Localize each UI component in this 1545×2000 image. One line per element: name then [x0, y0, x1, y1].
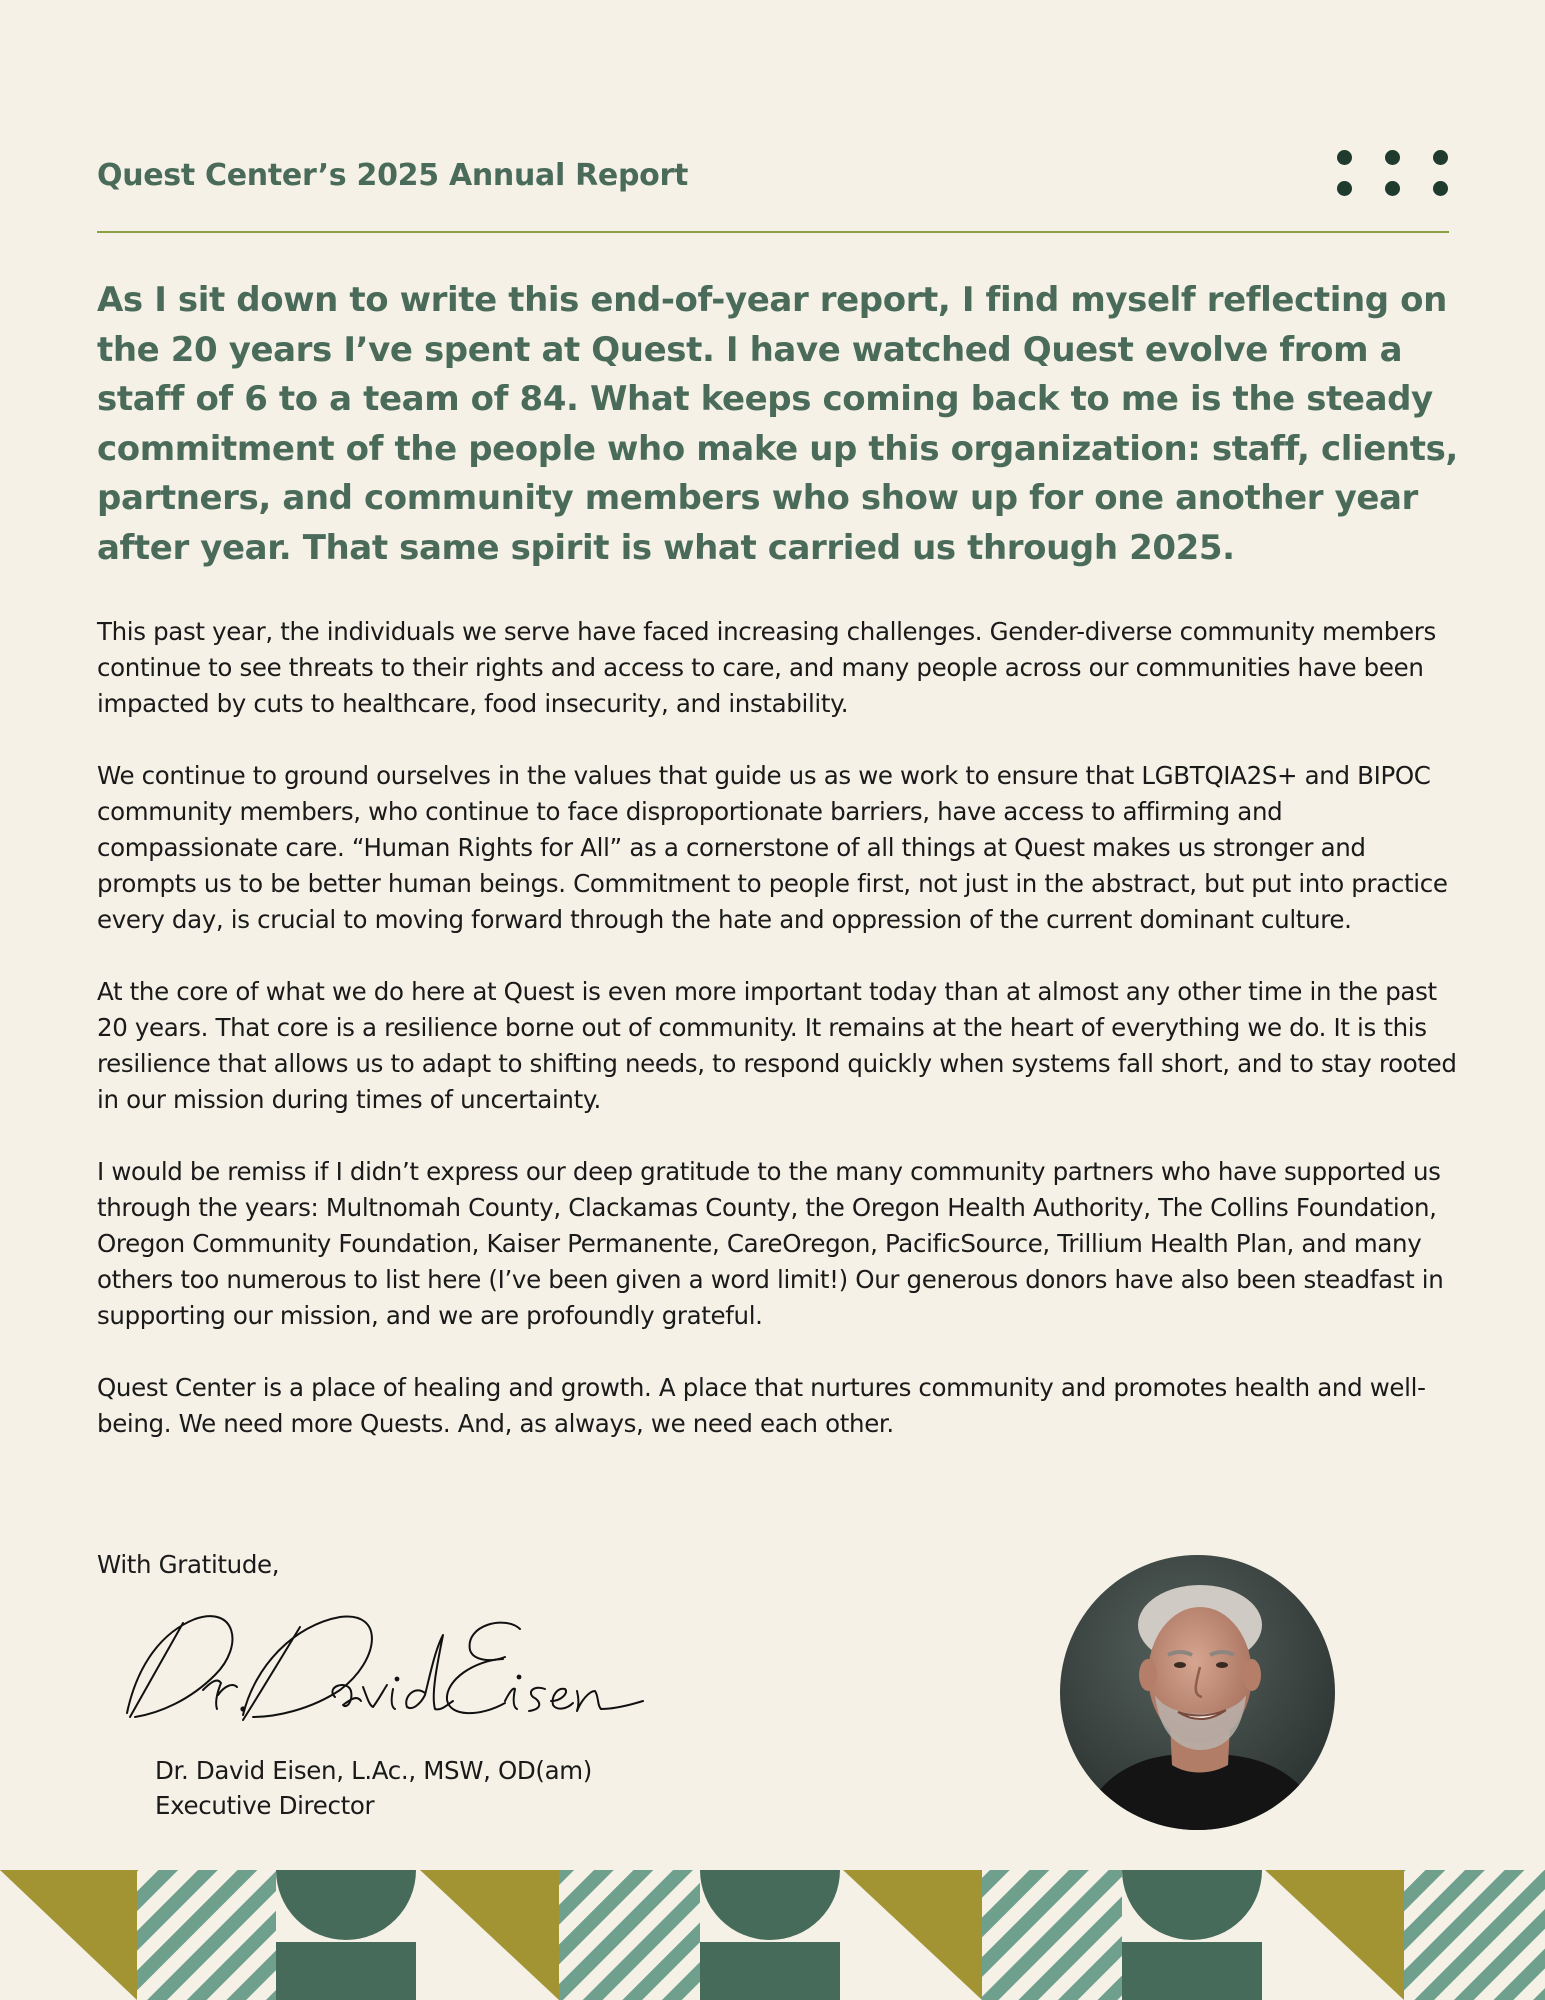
- header-divider: [97, 231, 1449, 233]
- lede-paragraph: As I sit down to write this end-of-year report, I find myself reflecting on the 20 years I’ve spent at Quest. I have watched Quest evolve from a staff of 6 to a team of 84. What keeps coming back to me is the steady commitment of the people who make up this organization: staff, clients, partners, and community members who show up for one another year after year. That same spirit is what carried us through 2025.: [97, 280, 1458, 568]
- dots-grid-icon: [1337, 150, 1449, 200]
- body-paragraph: This past year, the individuals we serve have faced increasing challenges. Gender-diverse community members continue to see threats to their rights and access to care, and many people across our communities have been impacted by cuts to healthcare, food insecurity, and instability.: [97, 617, 1436, 718]
- handwritten-signature: [125, 1605, 645, 1730]
- body-paragraph: At the core of what we do here at Quest is even more important today than at almost any other time in the past 20 years. That core is a resilience borne out of community. It remains at the heart of everything we do. It is this resilience that allows us to adapt to shifting needs, to respond quickly when systems fall short, and to stay rooted in our mission during times of uncertainty.: [97, 977, 1457, 1114]
- geometric-footer-pattern: [0, 1870, 1545, 2000]
- closing-salutation: With Gratitude,: [97, 1550, 280, 1579]
- body-paragraph: We continue to ground ourselves in the values that guide us as we work to ensure that LGBTQIA2S+ and BIPOC community members, who continue to face disproportionate barriers, have access to affirming and compassionate care. “Human Rights for All” as a cornerstone of all things at Quest makes us stronger and prompts us to be better human beings. Commitment to people first, not just in the abstract, but put into practice every day, is crucial to moving forward through the hate and oppression of the current dominant culture.: [97, 761, 1448, 934]
- letter-body: [97, 614, 1467, 1478]
- signatory-block: [155, 1753, 592, 1823]
- director-photo: [1060, 1555, 1335, 1830]
- report-header: [97, 150, 1449, 234]
- report-title: Quest Center’s 2025 Annual Report: [97, 158, 688, 193]
- signatory-name: Dr. David Eisen, L.Ac., MSW, OD(am): [155, 1756, 593, 1785]
- body-paragraph: I would be remiss if I didn’t express our deep gratitude to the many community partners who have supported us through the years: Multnomah County, Clackamas County, the Oregon Health Authority, The Collins Foundation, Oregon Community Foundation, Kaiser Permanente, CareOregon, PacificSource, Trillium Health Plan, and many others too numerous to list here (I’ve been given a word limit!) Our generous donors have also been steadfast in supporting our mission, and we are profoundly grateful.: [97, 1157, 1444, 1330]
- signatory-title: Executive Director: [155, 1791, 375, 1820]
- body-paragraph: Quest Center is a place of healing and growth. A place that nurtures community and promotes health and well-being. We need more Quests. And, as always, we need each other.: [97, 1373, 1426, 1438]
